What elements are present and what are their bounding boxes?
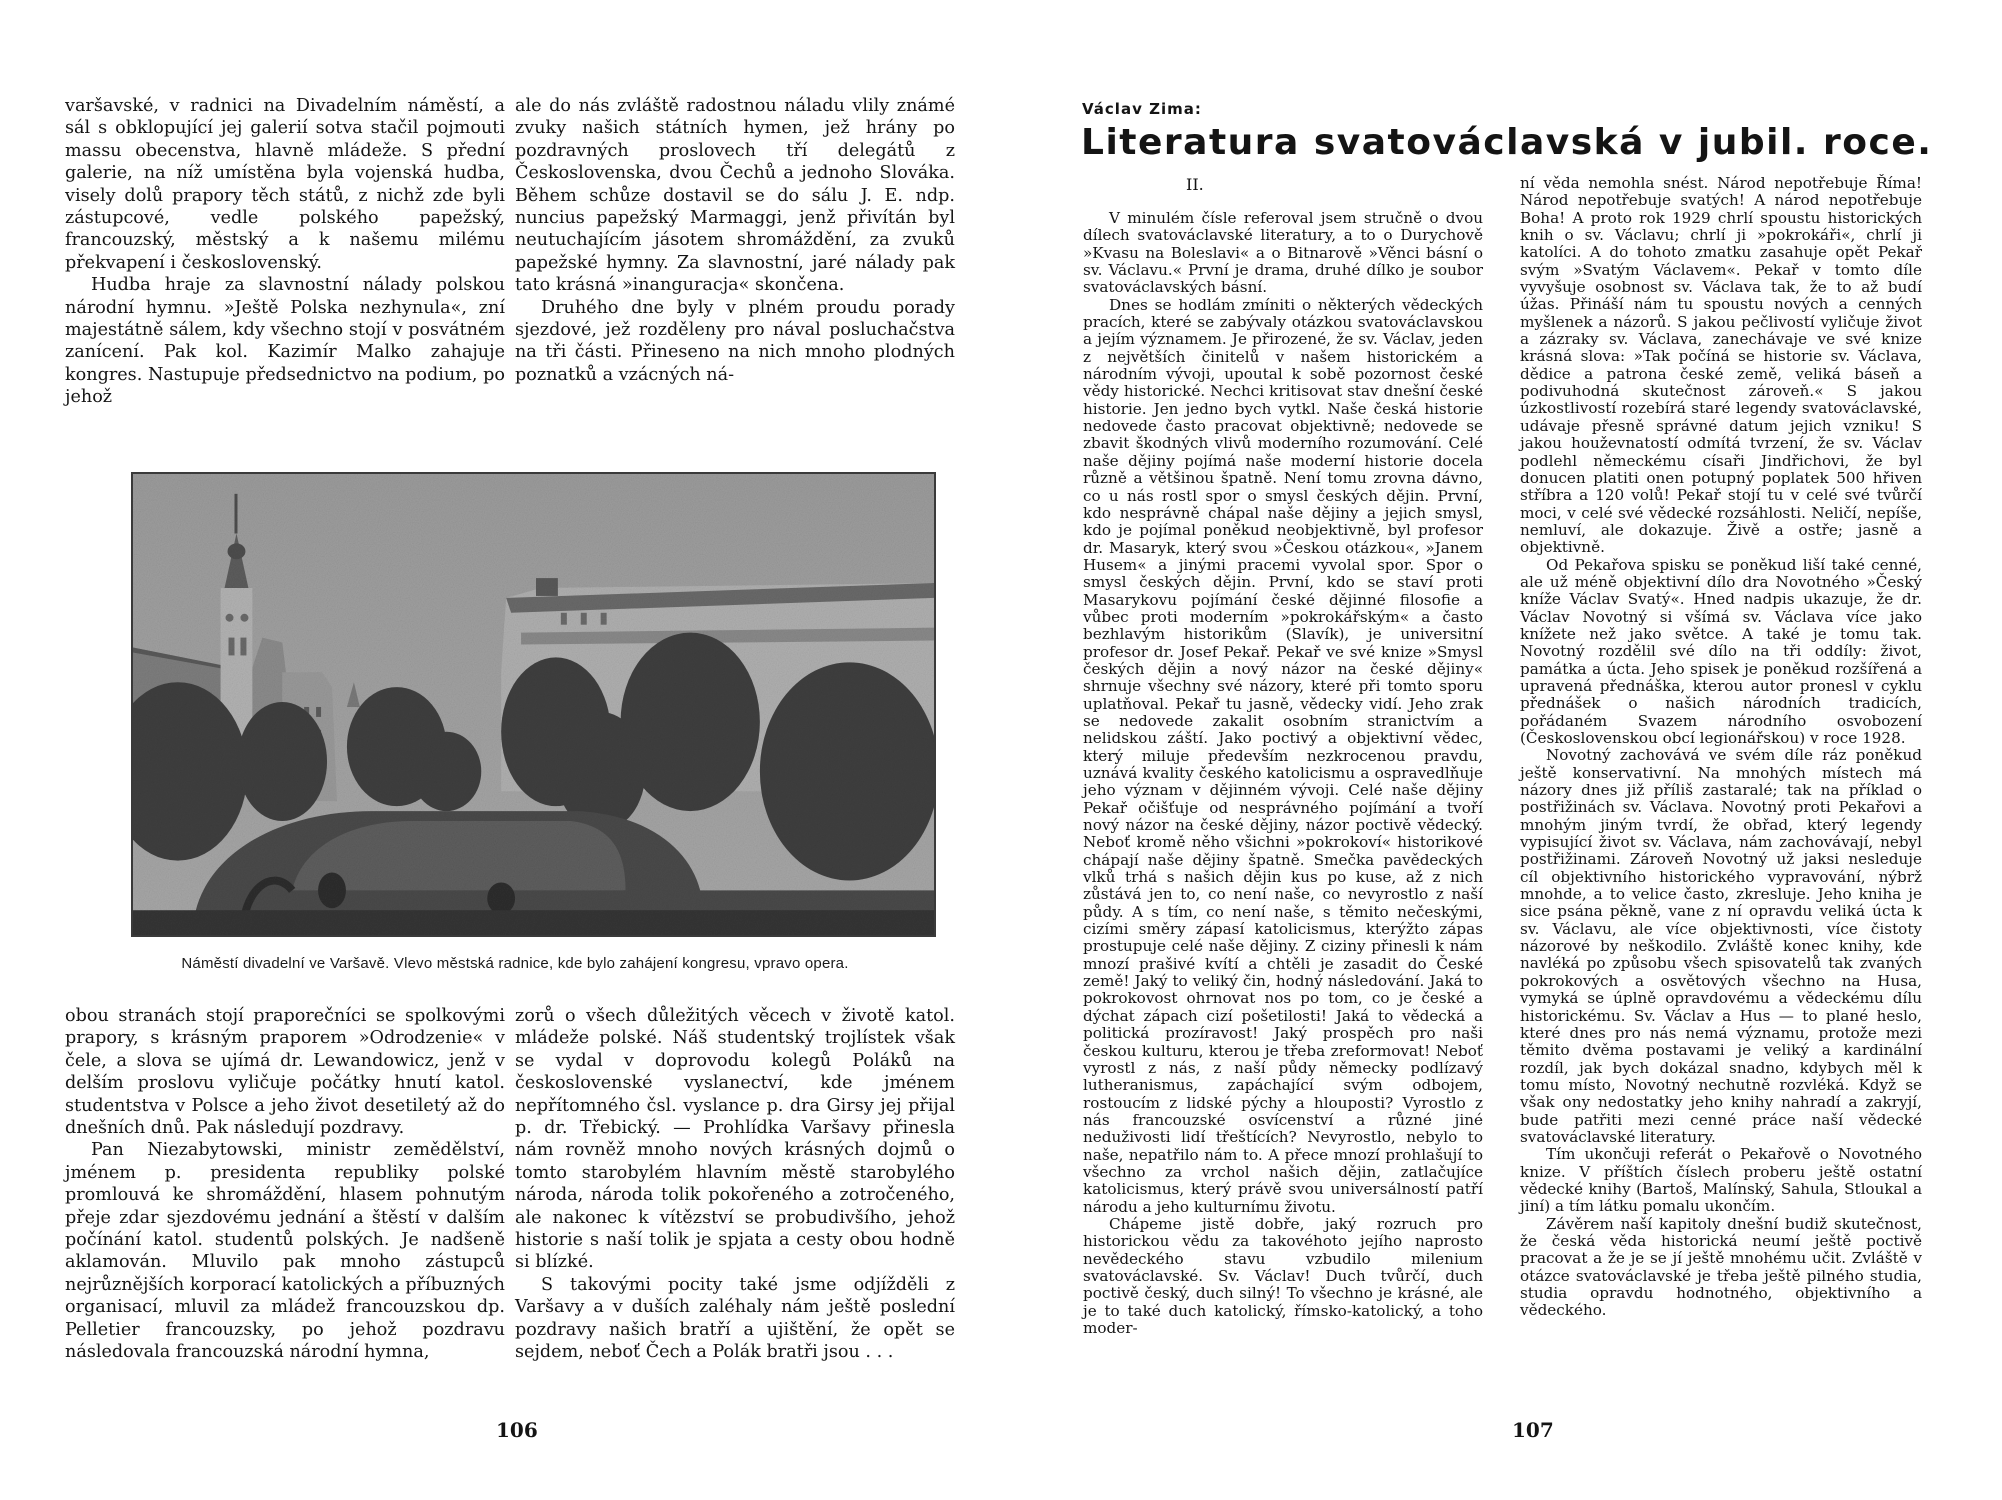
left-bottom-column-2 [515,1005,955,1364]
paragraph: ale do nás zvláště radostnou náladu vlily známé zvuky našich státních hymen, jež hrány po pozdravných proslovech tří delegátů z Československa, dvou Čechů a jednoho Slováka. Během schůze dostavil se do sálu J. E. ndp. nuncius papežský Marmaggi, jenž přivítán byl neutuchajícím jásotem shromáždění, za zvuků papežské hymny. Za slavnostní, jaré nálady pak tato krásná »inanguracja« skončena. [515,96,955,296]
right-column-1 [1083,210,1483,1337]
paragraph: obou stranách stojí praporečníci se spolkovými prapory, s krásným praporem »Odrodzenie« v čele, a slova se ujímá dr. Lewandowicz, jenž v delším proslovu vyličuje počátky hnutí katol. studentstva v Polsce a jeho život desetiletý až do dnešních dnů. Pak následují pozdravy. [65,1006,505,1139]
paragraph: Novotný zachovává ve svém díle ráz poněkud ještě konservativní. Na mnohých místech má názory dnes již příliš zastaralé; tak na příklad o postřižinách sv. Václava. Novotný proti Pekařovi a mnohým jiným tvrdí, že obřad, který legendy vypisující život sv. Václava, nám zachovávají, nebyl postřižinami. Zároveň Novotný už jaksi nesleduje cíl objektivního historického vypravování, nýbrž mnohde, a to velice často, zkresluje. Jeho kniha je sice psána pěkně, vane z ní opravdu veliká úcta k sv. Václavu, ale více objektivnosti, více čistoty názorové by neškodilo. Zvláště konec knihy, kde navléká po způsobu všech spisovatelů tak zvaných pokrokových a osvětových všechno na Husa, vymyká se úplně opravdovému a vědeckému dílu historickému. Sv. Václav a Hus — to plané heslo, které dnes pro nás nemá významu, protože mezi těmito dvěma postavami je veliký a kardinální rozdíl, jak bych dokázal snadno, kdybych měl k tomu místo, Novotný nechutně rozvléká. Když se však ony nedostatky jeho knihy nahradí a zakryjí, bude patřiti mezi cenné práce naší vědecké svatováclavské literatury. [1520,746,1922,1146]
paragraph: ní věda nemohla snést. Národ nepotřebuje Říma! Národ nepotřebuje svatých! A národ nepotřebuje Boha! A proto rok 1929 chrlí spoustu historických knih o sv. Václavu; chrlí ji »pokrokáři«, chrlí ji katolíci. A do tohoto zmatku zasahuje opět Pekař svým »Svatým Václavem«. Pekař v tomto díle vyvyšuje osobnost sv. Václava tak, že to až budí úžas. Přináší nám tu spoustu nových a cenných myšlenek a názorů. S jakou pečlivostí vyličuje život a zázraky sv. Václava, zanechávaje ve své knize krásná slova: »Tak počíná se historie sv. Václava, dědice a patrona české země, veliká báseň a podivuhodná skutečnost zároveň.« S jakou úzkostlivostí rozebírá staré legendy svatováclavské, udávaje přesně správné datum jejich vzniku! S jakou houževnatostí odmítá tvrzení, že sv. Václav podlehl německému císaři Jindřichovi, že byl donucen platiti onen potupný poplatek 500 hřiven stříbra a 120 volů! Pekař stojí tu v celé své tvůrčí moci, v celé své vědecké rozsáhlosti. Neličí, nepíše, nemluví, ale dokazuje. Živě a ostře; jasně a objektivně. [1520,174,1922,557]
paragraph: V minulém čísle referoval jsem stručně o dvou dílech svatováclavské literatury, a to o Durychově »Kvasu na Boleslavi« a o Bitnarově »Věnci básní o sv. Václavu.« První je drama, druhé dílko je soubor svatováclavských básní. [1083,209,1483,297]
right-page [1001,0,2002,1500]
article-author: Václav Zima: [1082,100,1202,118]
left-top-column-2 [515,95,955,386]
photo-caption: Náměstí divadelní ve Varšavě. Vlevo městská radnice, kde bylo zahájení kongresu, vpravo opera. [181,955,849,972]
paragraph: Od Pekařova spisku se poněkud liší také cenné, ale už méně objektivní dílo dra Novotného »Český kníže Václav Svatý«. Hned nadpis ukazuje, že dr. Václav Novotný si všímá sv. Václava více jako knížete než jako světce. A také je tomu tak. Novotný rozdělil své dílo na tři oddíly: život, památka a úcta. Jeho spisek je poněkud rozšířená a upravená přednáška, kterou autor pronesl v cyklu přednášek o našich národních tradicích, pořádaném Svazem národního osvobození (Československou obcí legionářskou) v roce 1928. [1520,555,1922,747]
paragraph: Druhého dne byly v plném proudu porady sjezdové, jež rozděleny pro nával posluchačstva na tři části. Přineseno na nich mnoho plodných poznatků a vzácných ná- [515,297,955,385]
paragraph: S takovými pocity také jsme odjížděli z Varšavy a v duších zaléhaly nám ještě poslední pozdravy našich bratří a ujištění, že opět se sejdem, neboť Čech a Polák bratři jsou . . . [515,1274,955,1363]
paragraph: varšavské, v radnici na Divadelním náměstí, a sál s obklopující jej galerií sotva stačil pojmouti massu obecenstva, hlavně mládeže. S přední galerie, na níž umístěna byla vojenská hudba, visely dolů prapory těch států, z nichž zde byli zástupcové, vedle polského papežský, francouzský, městský a k našemu milému překvapení i československý. [65,96,505,273]
paragraph: Tím ukončuji referát o Pekařově o Novotného knize. V příštích číslech proberu ještě ostatní vědecké knihy (Bartoš, Malínský, Sahula, Stloukal a jiní) a tím látku pomalu ukončím. [1520,1145,1922,1216]
warsaw-square-photo [131,472,936,937]
page-number-right: 107 [1512,1418,1554,1442]
paragraph: zorů o všech důležitých věcech v životě katol. mládeže polské. Náš studentský trojlístek však se vydal v doprovodu kolegů Poláků na československé vyslanectví, kde jménem nepřítomného čsl. vyslance p. dra Girsy jej přijal p. dr. Třebický. — Prohlídka Varšavy přinesla nám rovněž mnoho nových krásných dojmů o tomto starobylém hlavním městě starobylého národa, národa tolik pokořeného a zotročeného, ale nakonec k vítězství se probudivšího, jehož historie s naší tolik je spjata a cesty obou hodně si blízké. [515,1006,955,1273]
left-top-column-1 [65,95,505,409]
paragraph: Chápeme jistě dobře, jaký rozruch pro historickou vědu za takovéhoto jejího naprosto nevědeckého stavu vzbudilo milenium svatováclavské. Sv. Václav! Duch tvůrčí, duch poctivě český, duch silný! To všechno je krásné, ale je to také duch katolický, římsko-katolický, a toho moder- [1083,1214,1483,1337]
paragraph: Dnes se hodlám zmíniti o některých vědeckých pracích, které se zabývaly otázkou svatováclavskou a jejím významem. Je přirozené, že sv. Václav, jeden z největších činitelů v našem historickém a národním vývoji, upoutal k sobě pozornost české vědy historické. Nechci kritisovat stav dnešní české historie. Jen jedno bych vytkl. Naše česká historie nedovede často pracovat objektivně; nedovede se zbavit škodných vlivů moderního rozumování. Celé naše dějiny pojímá naše moderní historie docela různě a většinou špatně. Není tomu zrovna dávno, co u nás rostl spor o smysl českých dějin. První, kdo nesprávně chápal naše dějiny a jejich smysl, kdo je pojímal poněkud neobjektivně, byl profesor dr. Masaryk, který svou »Českou otázkou«, »Janem Husem« a jinými pracemi vyvolal spor. Spor o smysl českých dějin. První, kdo se staví proti Masarykovu pojímání české dějinné filosofie a vůbec proti moderním »pokrokářským« a často bezhlavým historikům (Slavík), je universitní profesor dr. Josef Pekař. Pekař ve své knize »Smysl českých dějin a nový názor na české dějiny« shrnuje všechny své názory, které při tomto sporu uplatňoval. Pekař tu jasně, vědecky vidí. Jeho zrak se nedovede zakalit osobním stranictvím a nelidskou záští. Jako poctivý a objektivní vědec, který miluje především nezkrocenou pravdu, uznává kvality českého katolicismu a ospravedlňuje jeho význam v dějinném vývoji. Celé naše dějiny Pekař očišťuje od nesprávného pojímání a tvoří nový názor na české dějiny, názor poctivě vědecký. Neboť kromě něho všichni »pokrokoví« historikové chápají naše dějiny špatně. Smečka pavědeckých vlků trhá s našich dějin kus po kuse, až z nich zůstává jen to, co není naše, co nevyrostlo z naší půdy. A s tím, co není naše, s těmito nečeskými, cizími směry zápasí katolicismus, kterýžto zápas prostupuje celé naše dějiny. Z ciziny přinesli k nám mnozí prašivé kvítí a chtěli je zasadit do České země! Jaký to veliký čin, hodný následování. Jaká to pokrokovost ohrnovat nos po tom, co je české a dýchat zápach cizí pošetilosti! Jaká to vědecká a politická prozíravost! Jaký prospěch pro naši českou kulturu, kterou je třeba zreformovat! Neboť vyrostl z nás, z naší půdy německy podlízavý lutheranismus, zapáchající svým odbojem, rostoucím z lidské pýchy a hlouposti? Vyrostlo z nás francouzské osvícenství a různé jiné neduživosti lidí třeštících? Nevyrostlo, nebylo to naše, nepatřilo nám to. A přece mnozí prohlašují to všechno za vrchol našich dějin, zatlačujíce katolicismus, který právě svou universálností patří národu a jeho kulturnímu životu. [1083,295,1483,1216]
article-title: Literatura svatováclavská v jubil. roce. [1081,122,1933,163]
paragraph: Pan Niezabytowski, ministr zemědělství, jménem p. presidenta republiky polské promlouvá ke shromáždění, hlasem pohnutým přeje zdar sjezdovému jednání a štěstí v dalším počínání katol. studentů polských. Je nadšeně aklamován. Mluvilo pak mnoho zástupců nejrůznějších korporací katolických a příbuzných organisací, mluvil za mládež francouzskou dp. Pelletier francouzsky, po jehož pozdravu následovala francouzská národní hymna, [65,1140,505,1363]
photo-illustration [133,474,934,935]
right-column-2 [1520,175,1922,1320]
paragraph: Závěrem naší kapitoly dnešní budiž skutečnost, že česká věda historická neumí ještě poctivě pracovat a že je se jí ještě mnohému učit. Zvláště v otázce svatováclavské je třeba ještě pilného studia, studia opravdu hodnotného, objektivního a vědeckého. [1520,1214,1922,1320]
section-number: II. [1186,175,1204,194]
left-bottom-column-1 [65,1005,505,1364]
page-number-left: 106 [496,1418,538,1442]
paragraph: Hudba hraje za slavnostní nálady polskou národní hymnu. »Ještě Polska nezhynula«, zní majestátně sálem, kdy všechno stojí v posvátném zanícení. Pak kol. Kazimír Malko zahajuje kongres. Nastupuje předsednictvo na podium, po jehož [65,275,505,408]
